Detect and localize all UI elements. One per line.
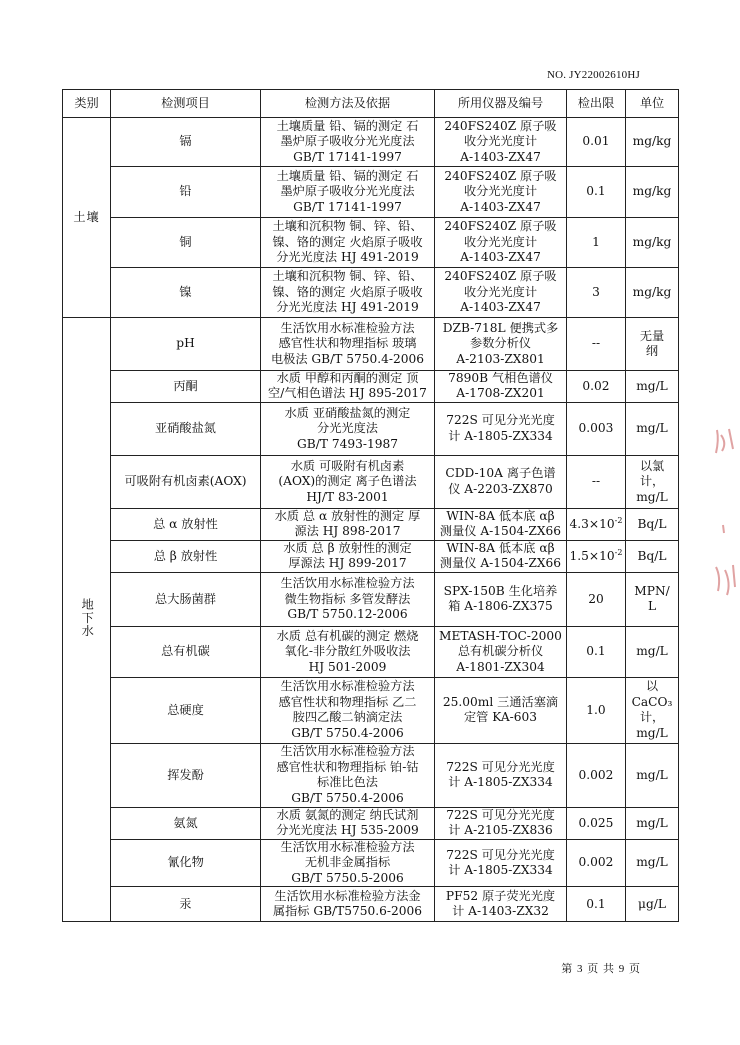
header-item: 检测项目 xyxy=(111,90,261,118)
cell-line: 分光光度法 HJ 535-2009 xyxy=(276,823,419,838)
seal-stamp-fragment xyxy=(713,405,737,605)
limit-value: 1.0 xyxy=(586,702,606,717)
cell-line: A-1403-ZX47 xyxy=(460,250,541,265)
method-cell xyxy=(261,887,435,922)
method-cell xyxy=(261,839,435,886)
limit-cell xyxy=(567,626,626,677)
table-row xyxy=(63,402,679,455)
header-unit: 单位 xyxy=(626,90,679,118)
unit-cell xyxy=(626,572,679,626)
table-row xyxy=(63,167,679,218)
instrument-cell xyxy=(435,318,567,371)
cell-line: 测量仪 A-1504-ZX66 xyxy=(439,556,562,571)
unit-cell xyxy=(626,540,679,572)
instrument-cell xyxy=(435,508,567,540)
cell-line: 参数分析仪 xyxy=(470,336,531,351)
item-cell: 总有机碳 xyxy=(111,626,261,677)
unit-cell xyxy=(626,371,679,403)
limit-value: 0.1 xyxy=(586,896,606,911)
cell-line: mg/L xyxy=(636,378,668,393)
cell-line: 计 A-1403-ZX32 xyxy=(452,904,549,919)
limit-value: 0.003 xyxy=(578,421,614,436)
table-header-row xyxy=(63,90,679,118)
cell-line: μg/L xyxy=(638,896,666,911)
cell-line: 计 A-1805-ZX334 xyxy=(448,863,553,878)
cell-line: DZB-718L 便携式多 xyxy=(442,320,559,335)
item-cell: 挥发酚 xyxy=(111,743,261,807)
cell-line: 墨炉原子吸收分光光度法 xyxy=(280,184,415,199)
method-cell xyxy=(261,677,435,743)
method-cell xyxy=(261,167,435,218)
table-row xyxy=(63,807,679,839)
table-row xyxy=(63,743,679,807)
header-category: 类别 xyxy=(63,90,111,118)
method-cell xyxy=(261,371,435,403)
header-limit: 检出限 xyxy=(567,90,626,118)
unit-cell xyxy=(626,167,679,218)
limit-cell xyxy=(567,743,626,807)
cell-line: 定管 KA-603 xyxy=(463,710,538,725)
limit-value: 3 xyxy=(592,284,600,299)
item-cell: 氰化物 xyxy=(111,839,261,886)
cell-line: 生活饮用水标准检验方法 xyxy=(280,320,415,335)
limit-value: 0.1 xyxy=(586,184,606,199)
cell-line: 感官性状和物理指标 玻璃 xyxy=(278,336,417,351)
cell-line: Bq/L xyxy=(637,548,667,563)
limit-cell xyxy=(567,572,626,626)
cell-line: 生活饮用水标准检验方法 xyxy=(280,839,415,854)
instrument-cell xyxy=(435,839,567,886)
limit-cell xyxy=(567,887,626,922)
cell-line: HJ/T 83-2001 xyxy=(306,489,389,504)
cell-line: WIN-8A 低本底 αβ xyxy=(446,540,555,555)
cell-line: 纲 xyxy=(645,344,659,358)
cell-line: 收分光光度计 xyxy=(463,284,538,299)
cell-line: (AOX)的测定 离子色谱法 xyxy=(278,474,417,489)
table-row xyxy=(63,455,679,508)
unit-cell xyxy=(626,887,679,922)
method-cell xyxy=(261,318,435,371)
item-cell: 氨氮 xyxy=(111,807,261,839)
unit-cell xyxy=(626,268,679,318)
method-cell xyxy=(261,218,435,268)
limit-value: -- xyxy=(591,336,601,351)
cell-line: 土壤质量 铅、镉的测定 石 xyxy=(276,118,419,133)
limit-value: 1 xyxy=(592,234,600,249)
cell-line: 以氯 xyxy=(639,458,665,473)
cell-line: mg/kg xyxy=(632,184,672,199)
cell-line: 镍、铬的测定 火焰原子吸收 xyxy=(272,234,423,249)
cell-line: GB/T 5750.5-2006 xyxy=(291,870,404,885)
cell-line: mg/kg xyxy=(632,234,672,249)
instrument-cell xyxy=(435,807,567,839)
cell-line: A-1403-ZX47 xyxy=(460,149,541,164)
unit-cell xyxy=(626,807,679,839)
cell-line: 水质 总有机碳的测定 燃烧 xyxy=(276,628,419,643)
cell-line: 240FS240Z 原子吸 xyxy=(444,168,557,183)
method-cell xyxy=(261,540,435,572)
test-methods-table xyxy=(62,89,679,922)
cell-line: 收分光光度计 xyxy=(463,184,538,199)
cell-line: GB/T 17141-1997 xyxy=(293,199,402,214)
cell-line: PF52 原子荧光光度 xyxy=(445,888,556,903)
cell-line: 收分光光度计 xyxy=(463,134,538,149)
category-cell xyxy=(63,318,111,922)
limit-value: 0.1 xyxy=(586,644,606,659)
category-cell xyxy=(63,118,111,318)
limit-value: 0.025 xyxy=(578,815,614,830)
cell-line: 水质 可吸附有机卤素 xyxy=(290,458,405,473)
method-cell xyxy=(261,268,435,318)
category-label: 地下水 xyxy=(80,597,95,638)
item-cell: 汞 xyxy=(111,887,261,922)
cell-line: A-1708-ZX201 xyxy=(456,386,545,401)
cell-line: 计 A-1805-ZX334 xyxy=(448,775,553,790)
cell-line: 源法 HJ 898-2017 xyxy=(294,524,401,539)
item-cell: 总 β 放射性 xyxy=(111,540,261,572)
cell-line: mg/L xyxy=(636,725,668,740)
limit-value: 1.5×10 xyxy=(569,549,615,564)
cell-line: 生活饮用水标准检验方法金 xyxy=(274,888,421,903)
cell-line: HJ 501-2009 xyxy=(308,659,387,674)
cell-line: mg/L xyxy=(636,767,668,782)
cell-line: 仪 A-2203-ZX870 xyxy=(448,481,553,496)
item-cell: 铜 xyxy=(111,218,261,268)
method-cell xyxy=(261,572,435,626)
cell-line: 箱 A-1806-ZX375 xyxy=(448,599,553,614)
limit-value: 0.002 xyxy=(578,855,614,870)
item-cell: pH xyxy=(111,318,261,371)
cell-line: mg/kg xyxy=(632,134,672,149)
table-row xyxy=(63,839,679,886)
cell-line: 水质 总 β 放射性的测定 xyxy=(283,540,412,555)
item-cell: 丙酮 xyxy=(111,371,261,403)
cell-line: 无量 xyxy=(639,328,665,343)
cell-line: 测量仪 A-1504-ZX66 xyxy=(439,524,562,539)
method-cell xyxy=(261,118,435,167)
limit-value: 0.01 xyxy=(582,134,610,149)
method-cell xyxy=(261,626,435,677)
cell-line: 240FS240Z 原子吸 xyxy=(444,269,557,284)
cell-line: 722S 可见分光光度 xyxy=(446,807,555,822)
cell-line: A-1801-ZX304 xyxy=(456,659,545,674)
header-instrument: 所用仪器及编号 xyxy=(435,90,567,118)
unit-cell xyxy=(626,455,679,508)
cell-line: 感官性状和物理指标 铂-钴 xyxy=(276,759,419,774)
limit-exponent: -2 xyxy=(614,516,623,526)
instrument-cell xyxy=(435,572,567,626)
cell-line: 空/气相色谱法 HJ 895-2017 xyxy=(268,386,427,401)
cell-line: CaCO₃ xyxy=(631,694,673,709)
instrument-cell xyxy=(435,218,567,268)
cell-line: 722S 可见分光光度 xyxy=(446,847,555,862)
cell-line: 水质 总 α 放射性的测定 厚 xyxy=(274,508,421,523)
cell-line: 电极法 GB/T 5750.4-2006 xyxy=(270,351,425,366)
unit-cell xyxy=(626,118,679,167)
instrument-cell xyxy=(435,887,567,922)
cell-line: GB/T 5750.12-2006 xyxy=(287,607,408,622)
limit-cell xyxy=(567,807,626,839)
cell-line: 墨炉原子吸收分光光度法 xyxy=(280,134,415,149)
limit-value: 0.02 xyxy=(582,378,610,393)
cell-line: 总有机碳分析仪 xyxy=(457,644,544,659)
limit-cell xyxy=(567,167,626,218)
limit-value: -- xyxy=(591,474,601,489)
cell-line: 镍、铬的测定 火焰原子吸收 xyxy=(272,284,423,299)
cell-line: 以 xyxy=(645,679,659,694)
cell-line: Bq/L xyxy=(637,516,667,531)
cell-line: 水质 甲醇和丙酮的测定 顶 xyxy=(276,371,419,385)
limit-cell xyxy=(567,839,626,886)
cell-line: 生活饮用水标准检验方法 xyxy=(280,576,415,591)
cell-line: 水质 氨氮的测定 纳氏试剂 xyxy=(276,807,419,822)
cell-line: mg/L xyxy=(636,421,668,436)
instrument-cell xyxy=(435,455,567,508)
unit-cell xyxy=(626,839,679,886)
document-number: NO. JY22002610HJ xyxy=(546,69,640,81)
table-row xyxy=(63,118,679,167)
item-cell: 镍 xyxy=(111,268,261,318)
cell-line: mg/L xyxy=(636,644,668,659)
category-label: 土壤 xyxy=(73,209,100,224)
table-row xyxy=(63,677,679,743)
cell-line: 25.00ml 三通活塞滴 xyxy=(442,694,559,709)
method-cell xyxy=(261,508,435,540)
table-row xyxy=(63,887,679,922)
limit-exponent: -2 xyxy=(614,548,623,558)
cell-line: 感官性状和物理指标 乙二 xyxy=(278,694,417,709)
cell-line: A-1403-ZX47 xyxy=(460,300,541,315)
cell-line: 标准比色法 xyxy=(317,775,378,790)
item-cell: 铅 xyxy=(111,167,261,218)
limit-cell xyxy=(567,540,626,572)
cell-line: 生活饮用水标准检验方法 xyxy=(280,679,415,694)
table-row xyxy=(63,371,679,403)
instrument-cell xyxy=(435,167,567,218)
item-cell: 镉 xyxy=(111,118,261,167)
unit-cell xyxy=(626,218,679,268)
cell-line: mg/L xyxy=(636,489,668,504)
cell-line: GB/T 7493-1987 xyxy=(297,436,398,451)
cell-line: 收分光光度计 xyxy=(463,234,538,249)
cell-line: CDD-10A 离子色谱 xyxy=(445,466,556,481)
cell-line: 计， xyxy=(639,710,665,725)
cell-line: 计， xyxy=(639,474,665,489)
table-row xyxy=(63,268,679,318)
instrument-cell xyxy=(435,743,567,807)
cell-line: 240FS240Z 原子吸 xyxy=(444,219,557,234)
cell-line: 分光光度法 xyxy=(317,421,378,436)
unit-cell xyxy=(626,402,679,455)
table-row xyxy=(63,540,679,572)
limit-cell xyxy=(567,402,626,455)
cell-line: 属指标 GB/T5750.6-2006 xyxy=(272,904,423,919)
limit-cell xyxy=(567,508,626,540)
unit-cell xyxy=(626,318,679,371)
limit-cell xyxy=(567,318,626,371)
unit-cell xyxy=(626,677,679,743)
item-cell: 可吸附有机卤素(AOX) xyxy=(111,455,261,508)
cell-line: 微生物指标 多管发酵法 xyxy=(284,591,411,606)
cell-line: A-1403-ZX47 xyxy=(460,199,541,214)
instrument-cell xyxy=(435,268,567,318)
instrument-cell xyxy=(435,402,567,455)
cell-line: mg/L xyxy=(636,815,668,830)
table-row xyxy=(63,508,679,540)
page-footer: 第 3 页 共 9 页 xyxy=(561,963,640,975)
limit-value: 4.3×10 xyxy=(569,517,615,532)
cell-line: 土壤和沉积物 铜、锌、铅、 xyxy=(272,219,423,234)
cell-line: 计 A-2105-ZX836 xyxy=(448,823,553,838)
instrument-cell xyxy=(435,626,567,677)
header-method: 检测方法及依据 xyxy=(261,90,435,118)
limit-value: 0.002 xyxy=(578,767,614,782)
limit-cell xyxy=(567,677,626,743)
cell-line: 分光光度法 HJ 491-2019 xyxy=(276,300,419,315)
limit-cell xyxy=(567,268,626,318)
table-row xyxy=(63,218,679,268)
cell-line: 厚源法 HJ 899-2017 xyxy=(288,556,407,571)
limit-cell xyxy=(567,455,626,508)
cell-line: SPX-150B 生化培养 xyxy=(443,583,558,598)
table-body xyxy=(63,118,679,922)
cell-line: 分光光度法 HJ 491-2019 xyxy=(276,250,419,265)
instrument-cell xyxy=(435,540,567,572)
item-cell: 总硬度 xyxy=(111,677,261,743)
cell-line: A-2103-ZX801 xyxy=(456,351,545,366)
cell-line: 240FS240Z 原子吸 xyxy=(444,118,557,133)
method-cell xyxy=(261,807,435,839)
table-row xyxy=(63,318,679,371)
cell-line: WIN-8A 低本底 αβ xyxy=(446,508,555,523)
cell-line: L xyxy=(647,599,657,614)
cell-line: 计 A-1805-ZX334 xyxy=(448,428,553,443)
instrument-cell xyxy=(435,371,567,403)
cell-line: MPN/ xyxy=(634,583,670,598)
cell-line: GB/T 5750.4-2006 xyxy=(291,725,404,740)
instrument-cell xyxy=(435,118,567,167)
limit-value: 20 xyxy=(588,591,604,606)
unit-cell xyxy=(626,626,679,677)
cell-line: 土壤质量 铅、镉的测定 石 xyxy=(276,168,419,183)
cell-line: mg/kg xyxy=(632,284,672,299)
item-cell: 总 α 放射性 xyxy=(111,508,261,540)
unit-cell xyxy=(626,508,679,540)
cell-line: GB/T 17141-1997 xyxy=(293,149,402,164)
cell-line: 土壤和沉积物 铜、锌、铅、 xyxy=(272,269,423,284)
cell-line: 7890B 气相色谱仪 xyxy=(448,371,553,385)
cell-line: 722S 可见分光光度 xyxy=(446,413,555,428)
limit-cell xyxy=(567,118,626,167)
limit-cell xyxy=(567,218,626,268)
limit-cell xyxy=(567,371,626,403)
cell-line: 722S 可见分光光度 xyxy=(446,759,555,774)
cell-line: GB/T 5750.4-2006 xyxy=(291,790,404,805)
cell-line: 水质 亚硝酸盐氮的测定 xyxy=(284,405,411,420)
instrument-cell xyxy=(435,677,567,743)
cell-line: mg/L xyxy=(636,855,668,870)
cell-line: 生活饮用水标准检验方法 xyxy=(280,744,415,759)
cell-line: 胺四乙酸二钠滴定法 xyxy=(292,710,403,725)
table-row xyxy=(63,626,679,677)
cell-line: 氧化-非分散红外吸收法 xyxy=(284,644,411,659)
cell-line: 无机非金属指标 xyxy=(304,855,391,870)
method-cell xyxy=(261,743,435,807)
item-cell: 亚硝酸盐氮 xyxy=(111,402,261,455)
unit-cell xyxy=(626,743,679,807)
cell-line: METASH-TOC-2000 xyxy=(439,628,562,643)
item-cell: 总大肠菌群 xyxy=(111,572,261,626)
table-row xyxy=(63,572,679,626)
method-cell xyxy=(261,402,435,455)
method-cell xyxy=(261,455,435,508)
